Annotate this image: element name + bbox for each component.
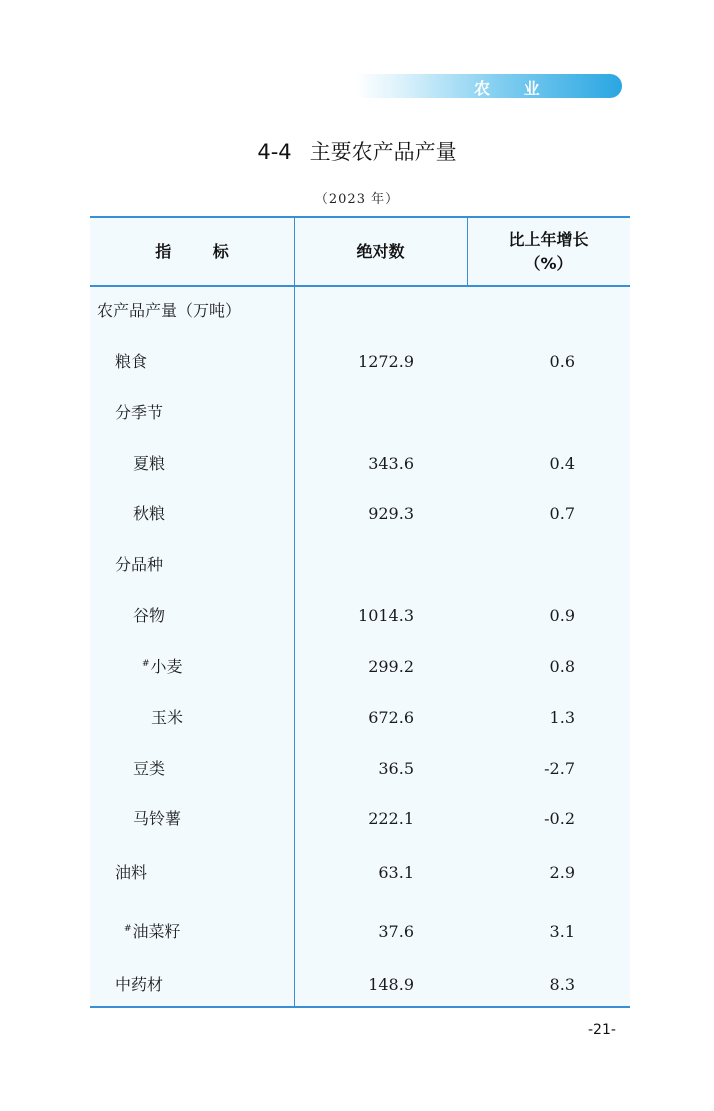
column-divider-2 — [467, 218, 468, 285]
row-label-text: 分品种 — [115, 555, 164, 574]
section-banner — [356, 74, 622, 98]
row-label — [132, 449, 165, 479]
row-label — [132, 499, 165, 529]
table-row — [90, 550, 630, 580]
data-table — [90, 216, 630, 1008]
row-label — [114, 970, 163, 1000]
header-indicator: 指 标 — [155, 241, 247, 261]
table-row — [90, 652, 630, 682]
row-label-text: 马铃薯 — [133, 809, 182, 828]
row-mark: # — [124, 923, 132, 934]
row-label-text: 油菜籽 — [132, 922, 181, 941]
row-label-text: 夏粮 — [133, 454, 166, 473]
row-label — [132, 804, 181, 834]
table-row — [90, 703, 630, 733]
row-growth: 2.9 — [549, 863, 575, 882]
row-growth: 8.3 — [549, 975, 575, 994]
row-label — [132, 754, 165, 784]
row-label-text: 中药材 — [115, 975, 164, 994]
row-growth: 0.4 — [549, 454, 575, 473]
row-label-text: 小麦 — [150, 657, 183, 676]
table-row — [90, 754, 630, 784]
row-value: 343.6 — [368, 454, 414, 473]
row-label-text: 分季节 — [115, 403, 164, 422]
table-header-row — [90, 218, 630, 287]
table-row — [90, 917, 630, 947]
table-row — [90, 601, 630, 631]
row-label-text: 豆类 — [133, 759, 166, 778]
row-value: 148.9 — [368, 975, 414, 994]
section-label: 农 业 — [474, 79, 554, 98]
table-row — [90, 858, 630, 888]
table-row — [90, 499, 630, 529]
row-value: 37.6 — [378, 922, 414, 941]
row-growth: -2.7 — [544, 759, 575, 778]
table-title-text: 主要农产品产量 — [309, 140, 457, 164]
row-label-text: 粮食 — [115, 352, 148, 371]
header-absolute: 绝对数 — [356, 241, 405, 261]
row-value: 929.3 — [368, 504, 414, 523]
header-growth-line2: （%） — [524, 253, 573, 273]
table-row — [90, 347, 630, 377]
table-year-subtitle: （2023 年） — [314, 192, 400, 207]
row-growth: 0.8 — [549, 657, 575, 676]
row-label — [114, 347, 147, 377]
table-row — [90, 804, 630, 834]
row-label — [114, 398, 163, 428]
row-label — [150, 703, 183, 733]
row-label-text: 油料 — [115, 863, 148, 882]
table-row — [90, 449, 630, 479]
row-growth: 1.3 — [549, 708, 575, 727]
table-number: 4-4 — [257, 140, 292, 164]
page-number: -21- — [588, 1022, 616, 1038]
row-label-text: 谷物 — [133, 606, 166, 625]
row-label — [142, 652, 183, 682]
table-title — [0, 136, 714, 166]
row-growth: 0.9 — [549, 606, 575, 625]
header-growth-line1: 比上年增长 — [508, 229, 589, 249]
row-value: 36.5 — [378, 759, 414, 778]
row-label — [114, 858, 147, 888]
header-growth — [467, 218, 630, 285]
table-row — [90, 398, 630, 428]
table-row — [90, 970, 630, 1000]
row-value: 63.1 — [378, 863, 414, 882]
row-label — [124, 917, 181, 947]
row-value: 672.6 — [368, 708, 414, 727]
row-label-text: 农产品产量（万吨） — [97, 301, 242, 320]
row-growth: 3.1 — [549, 922, 575, 941]
row-growth: -0.2 — [544, 809, 575, 828]
table-row — [90, 296, 630, 326]
row-growth: 0.6 — [549, 352, 575, 371]
row-value: 1014.3 — [358, 606, 414, 625]
row-growth: 0.7 — [549, 504, 575, 523]
row-label — [114, 550, 163, 580]
row-label — [96, 296, 241, 326]
row-mark: # — [142, 658, 150, 669]
row-value: 1272.9 — [358, 352, 414, 371]
row-label-text: 秋粮 — [133, 504, 166, 523]
row-label-text: 玉米 — [151, 708, 184, 727]
row-value: 299.2 — [368, 657, 414, 676]
row-value: 222.1 — [368, 809, 414, 828]
row-label — [132, 601, 165, 631]
